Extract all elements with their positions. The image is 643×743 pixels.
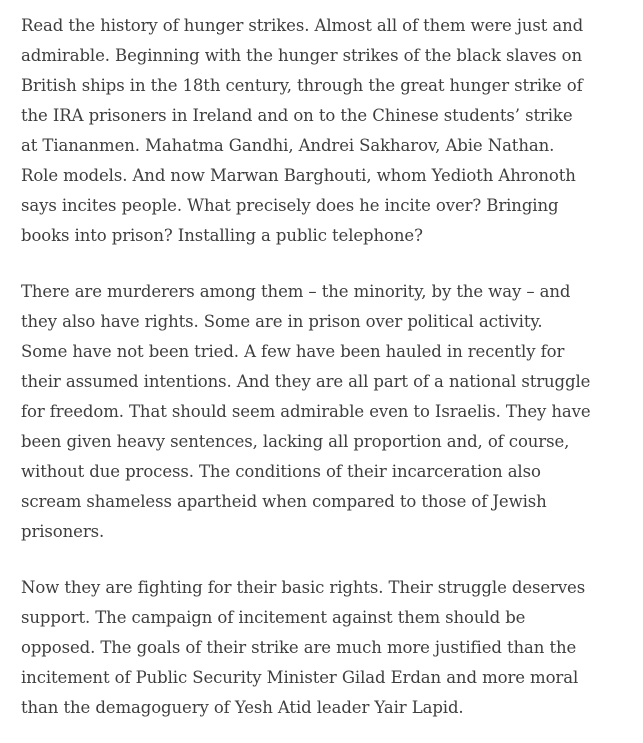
text-line: Read the history of hunger strikes. Almost all of them were just and [21,16,584,35]
text-line: says incites people. What precisely does he incite over? Bringing [21,196,559,215]
text-line: Some have not been tried. A few have been hauled in recently for [21,342,565,361]
text-line: been given heavy sentences, lacking all proportion and, of course, [21,432,570,451]
text-line: British ships in the 18th century, through the great hunger strike of [21,76,583,95]
text-line: support. The campaign of incitement against them should be [21,608,526,627]
text-line: the IRA prisoners in Ireland and on to the Chinese students’ strike [21,106,573,125]
text-line: for freedom. That should seem admirable even to Israelis. They have [21,402,591,421]
text-line: admirable. Beginning with the hunger strikes of the black slaves on [21,46,583,65]
text-line: they also have rights. Some are in prison over political activity. [21,312,543,331]
paragraph [21,277,623,547]
text-line: Role models. And now Marwan Barghouti, whom Yedioth Ahronoth [21,166,576,185]
text-line: prisoners. [21,522,105,541]
text-line: at Tiananmen. Mahatma Gandhi, Andrei Sakharov, Abie Nathan. [21,136,555,155]
text-line: opposed. The goals of their strike are much more justified than the [21,638,577,657]
text-line: Now they are fighting for their basic rights. Their struggle deserves [21,578,586,597]
text-line: their assumed intentions. And they are all part of a national struggle [21,372,591,391]
text-line: books into prison? Installing a public telephone? [21,226,423,245]
text-line: incitement of Public Security Minister Gilad Erdan and more moral [21,668,579,687]
paragraph [21,11,623,251]
text-line: scream shameless apartheid when compared to those of Jewish [21,492,547,511]
paragraph [21,573,623,723]
text-line: than the demagoguery of Yesh Atid leader Yair Lapid. [21,698,464,717]
article-body-text [21,11,623,723]
text-line: There are murderers among them – the minority, by the way – and [21,282,571,301]
text-line: without due process. The conditions of their incarceration also [21,462,541,481]
